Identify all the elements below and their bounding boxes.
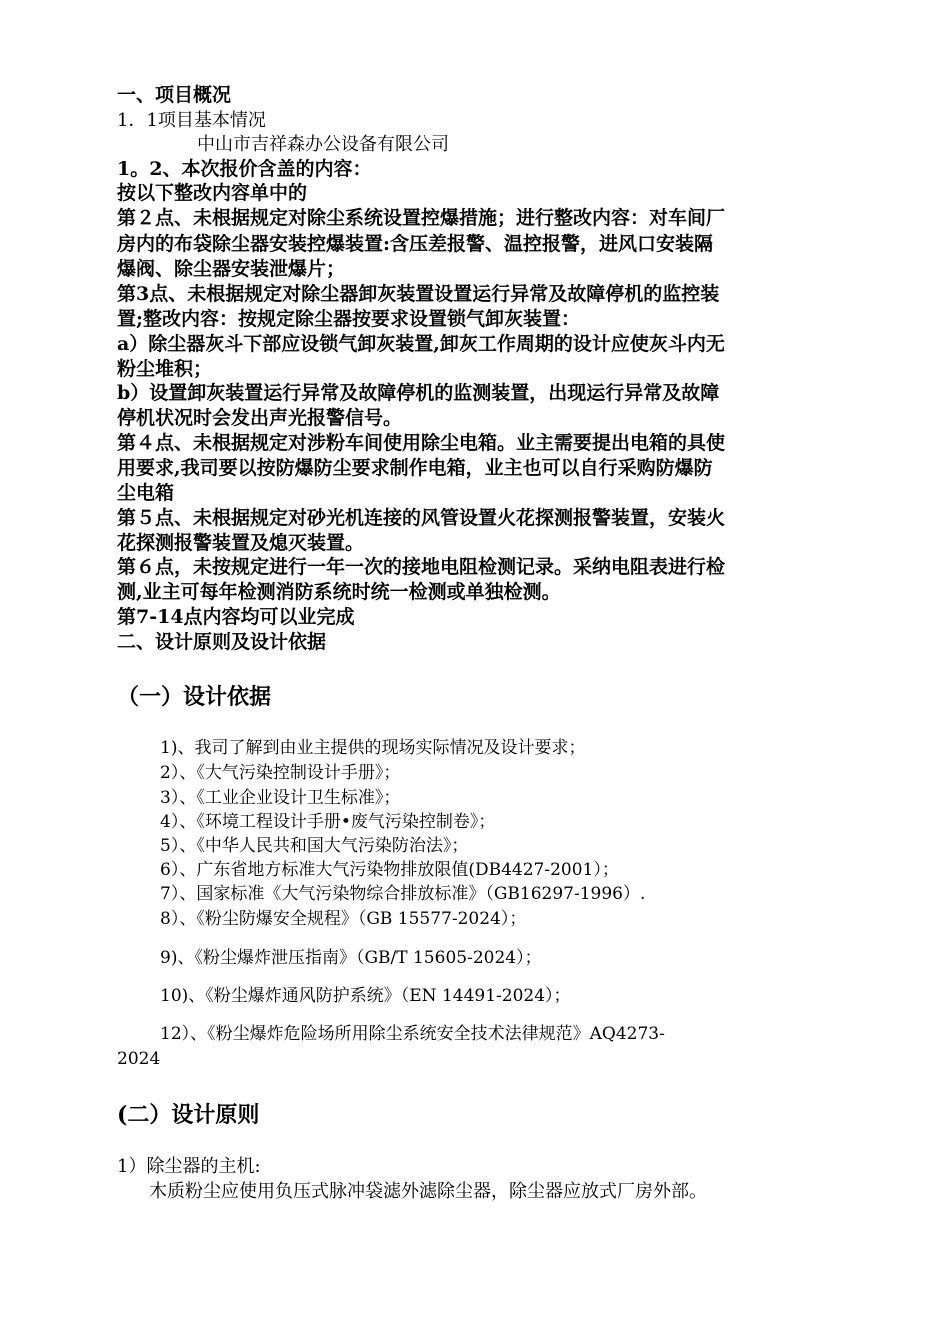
basis-item-3: 3）、《工业企业设计卫生标准》； [160,788,401,808]
paragraph-a-line-2: 粉尘堆积； [117,358,213,380]
principle-item-1-title: 1）除尘器的主机: [117,1156,261,1177]
basis-item-12-line-1: 12）、《粉尘爆炸危险场所用除尘系统安全技术法律规范》AQ4273- [160,1024,665,1044]
intro-line: 按以下整改内容单中的 [117,182,308,204]
subsection-1-1-title: 1．1项目基本情况 [117,110,266,131]
principle-item-1-text: 木质粉尘应使用负压式脉冲袋滤外滤除尘器，除尘器应放式厂房外部。 [149,1181,707,1202]
paragraph-point-5-line-1: 第５点、未根据规定对砂光机连接的风管设置火花探测报警装置，安装火 [117,507,726,529]
paragraph-point-4-line-1: 第４点、未根据规定对涉粉车间使用除尘电箱。业主需要提出电箱的具使 [117,432,726,454]
design-principle-heading: (二）设计原则 [117,1102,260,1128]
basis-item-2: 2）、《大气污染控制设计手册》； [160,763,401,783]
paragraph-point-2-line-2: 房内的布袋除尘器安装控爆装置:含压差报警、温控报警，进风口安装隔 [117,233,714,255]
company-name: 中山市吉祥森办公设备有限公司 [197,134,449,155]
paragraph-b-line-1: b）设置卸灰装置运行异常及故障停机的监测装置，出现运行异常及故障 [117,382,720,404]
design-basis-heading: （一）设计依据 [117,684,272,710]
paragraph-point-3-line-1: 第3点、未根据规定对除尘器卸灰装置设置运行异常及故障停机的监控装 [117,283,720,305]
paragraph-points-7-14: 第7-14点内容均可以业完成 [117,606,355,628]
paragraph-b-line-2: 停机状况时会发出声光报警信号。 [117,407,403,429]
basis-item-10: 10)、《粉尘爆炸通风防护系统》（EN 14491-2024）； [160,986,571,1006]
basis-item-9: 9)、《粉尘爆炸泄压指南》（GB/T 15605-2024）； [160,948,542,968]
basis-item-5: 5）、《中华人民共和国大气污染防治法》； [160,836,469,856]
paragraph-point-5-line-2: 花探测报警装置及熄灭装置。 [117,532,365,554]
paragraph-point-4-line-3: 尘电箱 [117,482,175,504]
subsection-1-2-title: 1。2、本次报价含盖的内容： [117,158,372,180]
paragraph-point-2-line-1: 第２点、未根据规定对除尘系统设置控爆措施；进行整改内容：对车间厂 [117,207,726,229]
basis-item-7: 7）、国家标准《大气污染物综合排放标准》（GB16297-1996）. [160,884,646,904]
paragraph-point-3-line-2: 置;整改内容：按规定除尘器按要求设置锁气卸灰装置： [117,308,581,330]
basis-item-12-line-2: 2024 [117,1049,161,1069]
paragraph-point-6-line-2: 测,业主可每年检测消防系统时统一检测或单独检测。 [117,581,561,603]
section-2-title: 二、设计原则及设计依据 [117,631,327,653]
basis-item-4: 4）、《环境工程设计手册•废气污染控制卷》； [160,812,496,832]
basis-item-1: 1)、我司了解到由业主提供的现场实际情况及设计要求； [160,738,586,758]
section-1-title: 一、项目概况 [117,84,232,106]
paragraph-a-line-1: a）除尘器灰斗下部应设锁气卸灰装置,卸灰工作周期的设计应使灰斗内无 [117,333,725,355]
basis-item-6: 6）、广东省地方标准大气污染物排放限值(DB4427-2001）； [160,860,619,880]
paragraph-point-4-line-2: 用要求,我司要以按防爆防尘要求制作电箱，业主也可以自行采购防爆防 [117,457,713,479]
paragraph-point-2-line-3: 爆阀、除尘器安装泄爆片； [117,258,346,280]
paragraph-point-6-line-1: 第６点，未按规定进行一年一次的接地电阻检测记录。采纳电阻表进行检 [117,556,726,578]
basis-item-8: 8）、《粉尘防爆安全规程》（GB 15577-2024）； [160,909,527,929]
